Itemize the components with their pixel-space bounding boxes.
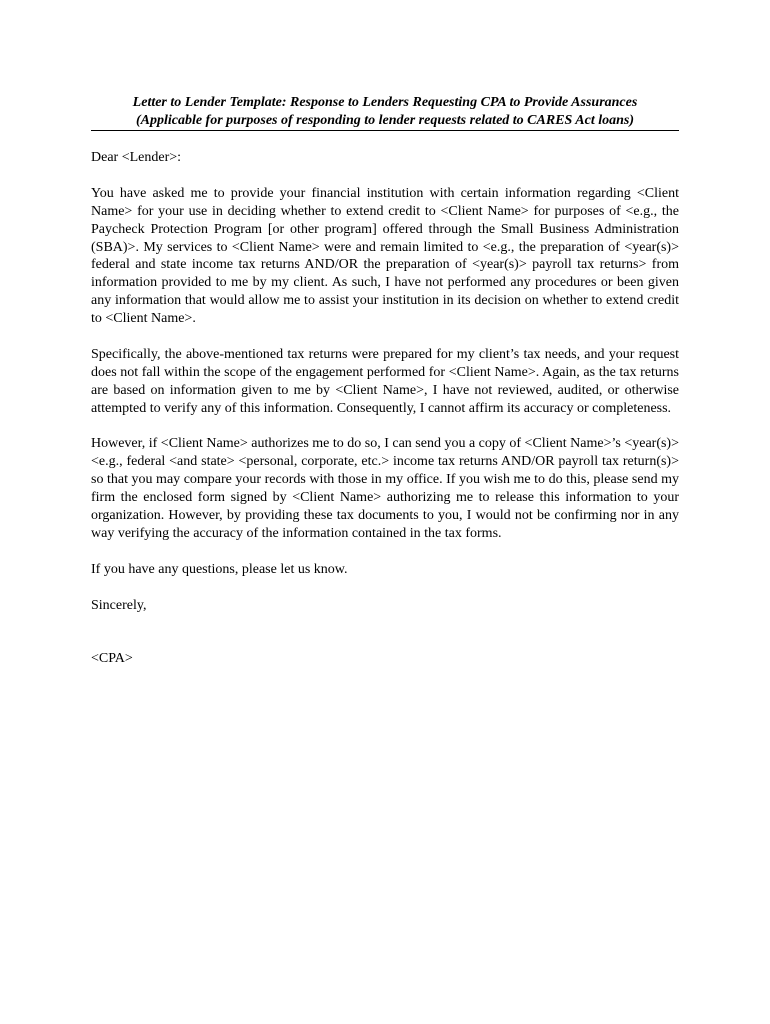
heading-divider <box>91 130 679 131</box>
paragraph-1: You have asked me to provide your financial institution with certain information regarding <Client Name> for your use in deciding whether to extend credit to <Client Name> for purposes of <e.g., the Paycheck Protection Program [or other program] offered through the Small Business Administration (SBA)>. My services to <Client Name> were and remain limited to <e.g., the preparation of <year(s)> federal and state income tax returns AND/OR the preparation of <year(s)> payroll tax returns> from information provided to me by my client. As such, I have not performed any procedures or been given any information that would allow me to assist your institution in its decision on whether to extend credit to <Client Name>. <box>91 185 679 327</box>
paragraph-4: If you have any questions, please let us know. <box>91 561 348 577</box>
title-line-1: Letter to Lender Template: Response to Lenders Requesting CPA to Provide Assurances <box>132 95 638 110</box>
salutation: Dear <Lender>: <box>91 150 182 165</box>
closing: Sincerely, <box>91 597 147 613</box>
letter-body <box>91 149 679 668</box>
signature: <CPA> <box>91 651 133 667</box>
document-heading <box>91 94 679 129</box>
paragraph-2: Specifically, the above-mentioned tax returns were prepared for my client’s tax needs, and your request does not fall within the scope of the engagement performed for <Client Name>. Again, as the tax returns are based on information given to me by <Client Name>, I have not reviewed, audited, or otherwise attempted to verify any of this information. Consequently, I cannot affirm its accuracy or completeness. <box>91 346 679 416</box>
title-line-2: (Applicable for purposes of responding to lender requests related to CARES Act loans) <box>135 112 635 128</box>
paragraph-3: However, if <Client Name> authorizes me to do so, I can send you a copy of <Client Name>’s <year(s)> <e.g., federal <and state> <personal, corporate, etc.> income tax returns AND/OR payroll tax return(s)> so that you may compare your records with those in my office. If you wish me to do this, please send my firm the enclosed form signed by <Client Name> authorizing me to release this information to your organization. However, by providing these tax documents to you, I would not be confirming nor in any way verifying the accuracy of the information contained in the tax forms. <box>91 436 679 541</box>
